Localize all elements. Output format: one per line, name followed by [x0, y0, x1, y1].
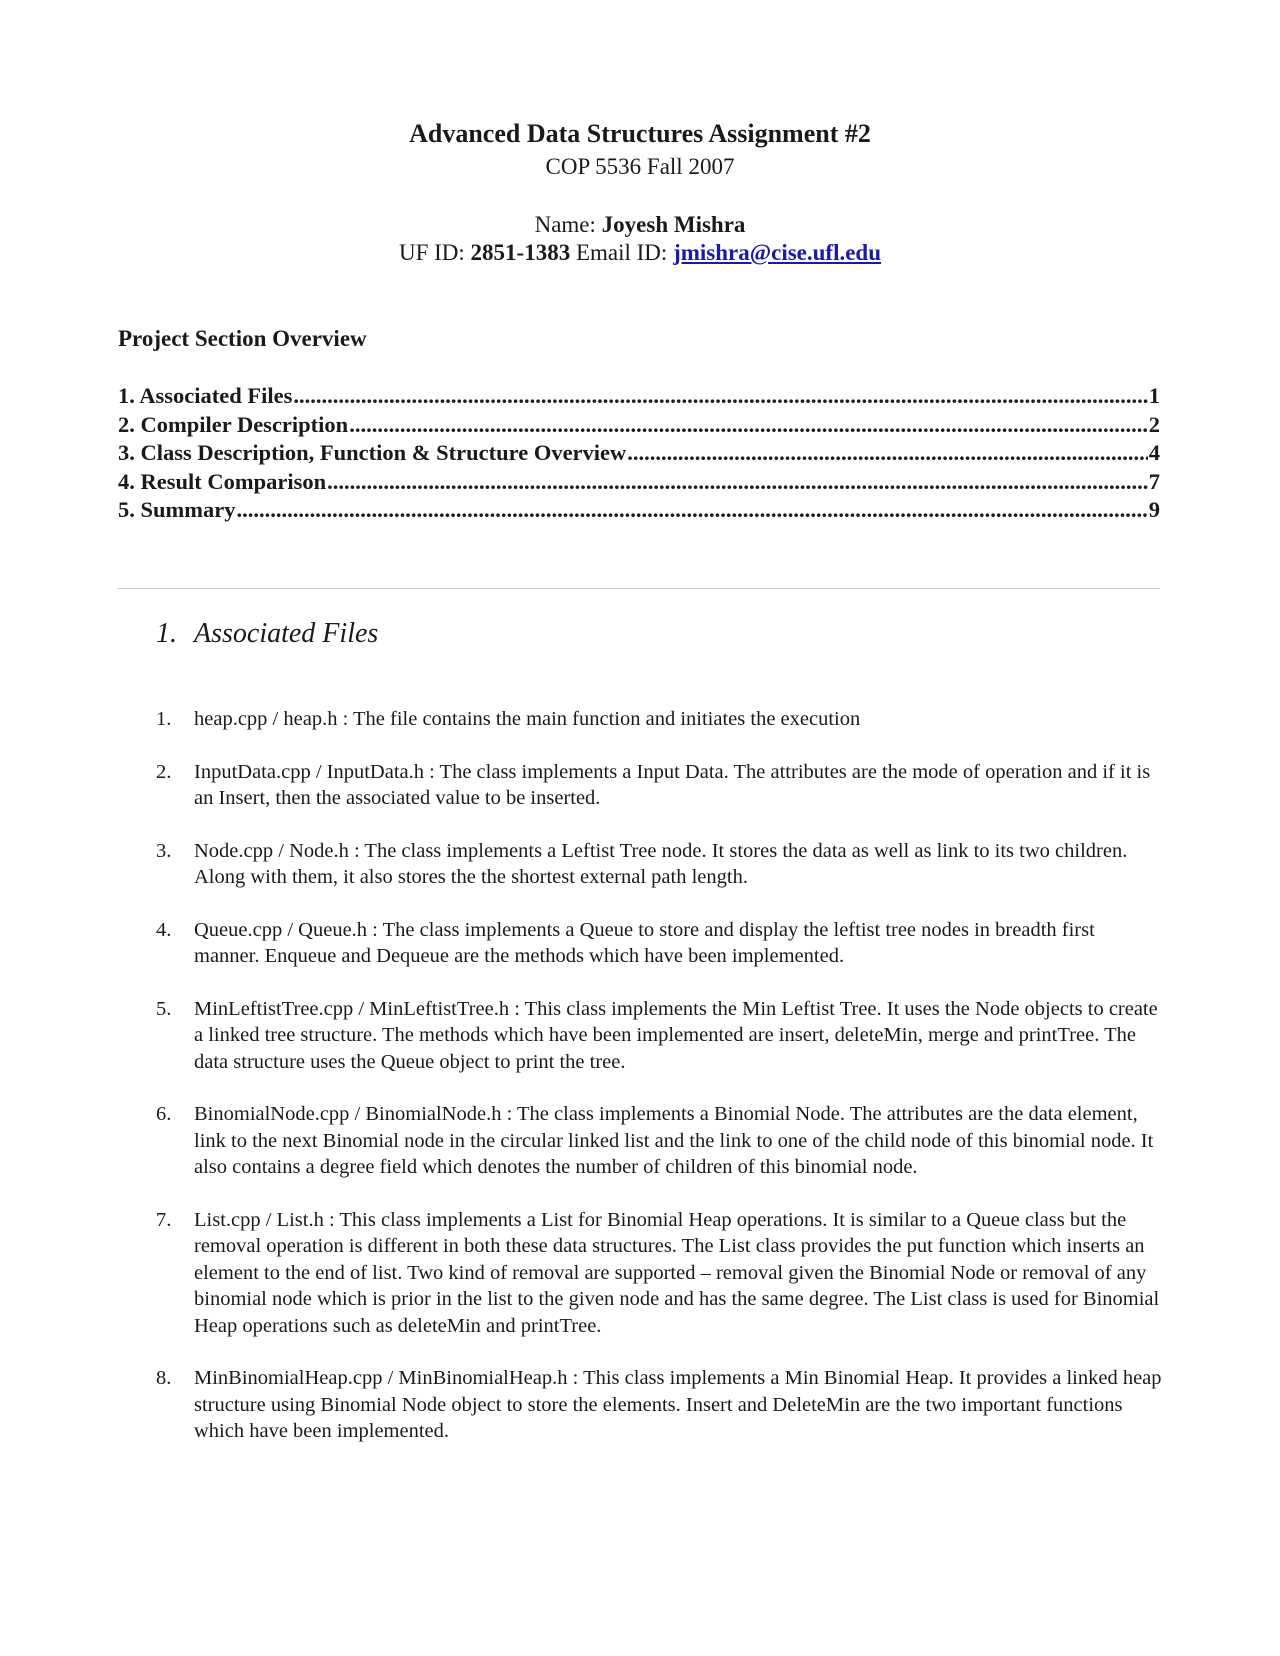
- author-id-line: [0, 238, 1280, 268]
- list-item-number: 2.: [156, 760, 172, 783]
- toc-item-page: 9: [1148, 497, 1160, 522]
- toc-item-page: 2: [1148, 411, 1160, 437]
- section-title: Associated Files: [194, 618, 379, 649]
- list-item-text: Queue.cpp / Queue.h : The class implements a Queue to store and display the leftist tree nodes in breadth first manner. Enqueue and Dequeue are the methods which have been implemented.: [194, 918, 1095, 967]
- toc-item-page: 1: [1148, 383, 1160, 408]
- toc-item-class-description[interactable]: [118, 439, 1160, 468]
- list-item-text: heap.cpp / heap.h : The file contains the main function and initiates the execution: [194, 708, 861, 730]
- author-name: Joyesh Mishra: [601, 212, 746, 237]
- list-item-number: 1.: [156, 708, 172, 730]
- list-item-number: 8.: [156, 1367, 172, 1389]
- author-name-line: [0, 210, 1280, 240]
- list-item-text: MinLeftistTree.cpp / MinLeftistTree.h : This class implements the Min Leftist Tree. It uses the Node objects to create a linked tree structure. The methods which have been implemented are insert, deleteMin, merge and printTree. The data structure uses the Queue object to print the tree.: [194, 997, 1158, 1073]
- toc-item-summary[interactable]: [118, 496, 1160, 525]
- toc-item-label: 5. Summary: [118, 497, 236, 522]
- ufid-value: 2851-1383: [470, 240, 571, 265]
- list-item: [156, 1365, 1164, 1445]
- toc-item-associated-files[interactable]: [118, 382, 1160, 411]
- toc-item-page: 7: [1148, 468, 1160, 494]
- list-item-text: List.cpp / List.h : This class implements a List for Binomial Heap operations. It is similar to a Queue class but the removal operation is different in both these data structures. The List class provides the put function which inserts an element to the end of list. Two kind of removal are supported – removal given the Binomial Node or removal of any binomial node which is prior in the list to the given node and has the same degree. The List class is used for Binomial Heap operations such as deleteMin and printTree.: [194, 1208, 1160, 1337]
- list-item-number: 7.: [156, 1208, 172, 1231]
- list-item-text: InputData.cpp / InputData.h : The class implements a Input Data. The attributes are the mode of operation and if it is an Insert, then the associated value to be inserted.: [194, 760, 1151, 809]
- email-link[interactable]: jmishra@cise.ufl.edu: [673, 240, 882, 265]
- document-title: Advanced Data Structures Assignment #2: [409, 119, 871, 148]
- toc-item-compiler-description[interactable]: [118, 411, 1160, 440]
- ufid-label: UF ID:: [398, 240, 471, 265]
- list-item: [156, 1207, 1164, 1340]
- table-of-contents: [118, 382, 1160, 525]
- section-heading-associated-files: [156, 616, 378, 652]
- name-label: Name:: [534, 212, 602, 237]
- list-item: [156, 1101, 1164, 1181]
- email-label: Email ID:: [570, 240, 674, 265]
- list-item-number: 5.: [156, 997, 172, 1020]
- section-number: 1.: [156, 618, 177, 649]
- toc-item-label: 1. Associated Files: [118, 383, 293, 408]
- toc-leader-dots: [327, 468, 1148, 496]
- list-item: [156, 838, 1164, 891]
- list-item-text: Node.cpp / Node.h : The class implements a Leftist Tree node. It stores the data as well as link to its two children. Along with them, it also stores the the shortest external path length.: [194, 839, 1128, 888]
- horizontal-divider: [118, 588, 1160, 589]
- toc-leader-dots: [293, 382, 1147, 410]
- toc-item-label: 2. Compiler Description: [118, 411, 349, 437]
- toc-leader-dots: [627, 439, 1147, 467]
- list-item: [156, 917, 1164, 970]
- list-item: [156, 759, 1164, 812]
- toc-item-result-comparison[interactable]: [118, 468, 1160, 497]
- toc-leader-dots: [237, 496, 1148, 524]
- list-item-number: 4.: [156, 918, 172, 941]
- associated-files-list: [156, 706, 1164, 1471]
- toc-leader-dots: [349, 411, 1148, 439]
- list-item: [156, 706, 1164, 733]
- list-item-number: 6.: [156, 1103, 172, 1125]
- toc-item-label: 3. Class Description, Function & Structure Overview: [118, 440, 627, 465]
- list-item-text: BinomialNode.cpp / BinomialNode.h : The class implements a Binomial Node. The attributes are the data element, link to the next Binomial node in the circular linked list and the link to one of the child node of this binomial node. It also contains a degree field which denotes the number of children of this binomial node.: [194, 1103, 1154, 1178]
- overview-heading: Project Section Overview: [118, 326, 367, 351]
- course-subtitle: COP 5536 Fall 2007: [545, 154, 735, 179]
- list-item-number: 3.: [156, 839, 172, 862]
- list-item: [156, 996, 1164, 1076]
- toc-item-page: 4: [1148, 440, 1160, 465]
- toc-item-label: 4. Result Comparison: [118, 468, 327, 494]
- list-item-text: MinBinomialHeap.cpp / MinBinomialHeap.h : This class implements a Min Binomial Heap. It provides a linked heap structure using Binomial Node object to store the elements. Insert and DeleteMin are the two important functions which have been implemented.: [194, 1367, 1162, 1442]
